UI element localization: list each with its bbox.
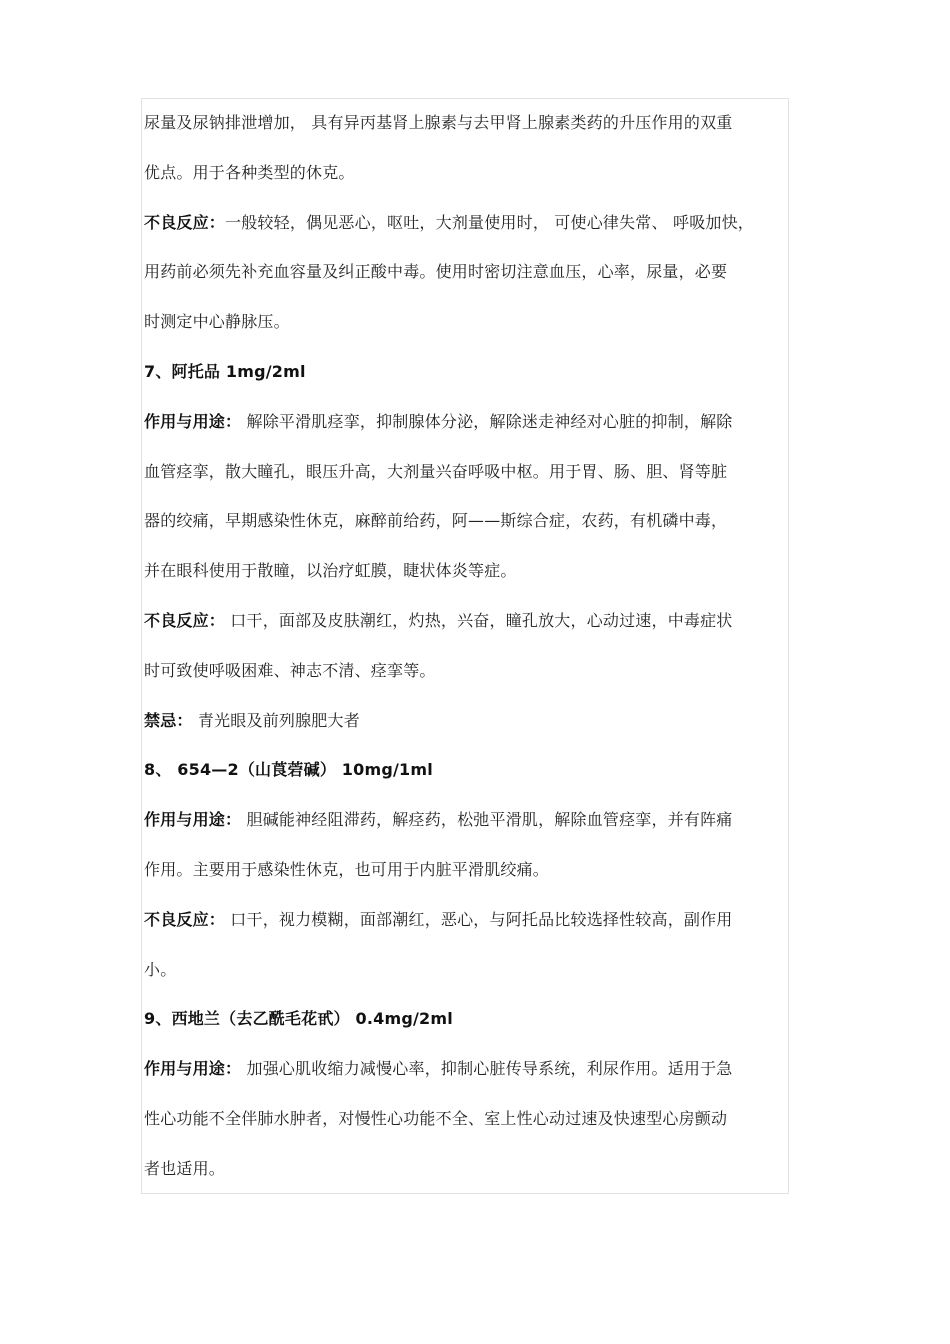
line-text: 血管痉挛，散大瞳孔，眼压升高，大剂量兴奋呼吸中枢。用于胃、肠、胆、肾等脏: [144, 461, 728, 481]
line-text: 性心功能不全伴肺水肿者，对慢性心功能不全、室上性心动过速及快速型心房颤动: [144, 1108, 728, 1128]
text-line: [144, 945, 784, 995]
line-text: 口干，视力模糊，面部潮红，恶心，与阿托品比较选择性较高，副作用: [225, 909, 733, 929]
document-body: [144, 98, 784, 1194]
text-line: [144, 646, 784, 696]
text-line: [144, 397, 784, 447]
text-line: [144, 795, 784, 845]
line-text: 器的绞痛，早期感染性休克，麻醉前给药，阿——斯综合症，农药，有机磷中毒，: [144, 511, 728, 531]
adverse-reaction-label: 不良反应：: [144, 610, 226, 630]
line-text: 小。: [144, 959, 177, 979]
line-text: 加强心肌收缩力减慢心率，抑制心脏传导系统，利尿作用。适用于急: [241, 1059, 733, 1079]
usage-label: 作用与用途：: [144, 810, 242, 830]
line-text: 解除平滑肌痉挛，抑制腺体分泌，解除迷走神经对心脏的抑制，解除: [241, 411, 733, 431]
text-line: [144, 845, 784, 895]
text-line: [144, 98, 784, 148]
text-line: [144, 1044, 784, 1094]
line-text: 时测定中心静脉压。: [144, 312, 290, 332]
text-line: [144, 596, 784, 646]
adverse-reaction-label: 不良反应：: [144, 909, 226, 929]
text-line: [144, 247, 784, 297]
text-line: [144, 1144, 784, 1194]
text-line: [144, 447, 784, 497]
drug-heading-cedilanid: 9、西地兰（去乙酰毛花甙） 0.4mg/2ml: [144, 1009, 453, 1029]
line-text: 青光眼及前列腺肥大者: [192, 710, 360, 730]
text-line: [144, 297, 784, 347]
contraindication-label: 禁忌：: [144, 710, 193, 730]
line-text: 胆碱能神经阻滞药，解痉药，松弛平滑肌，解除血管痉挛，并有阵痛: [241, 810, 733, 830]
adverse-reaction-label: 不良反应：: [144, 212, 226, 232]
line-text: 尿量及尿钠排泄增加， 具有异丙基肾上腺素与去甲肾上腺素类药的升压作用的双重: [144, 113, 733, 132]
usage-label: 作用与用途：: [144, 1059, 242, 1079]
line-text: 者也适用。: [144, 1158, 226, 1178]
text-line: [144, 1094, 784, 1144]
text-line: [144, 546, 784, 596]
line-text: 作用。主要用于感染性休克，也可用于内脏平滑肌绞痛。: [144, 859, 550, 879]
line-text: 口干，面部及皮肤潮红，灼热，兴奋，瞳孔放大，心动过速，中毒症状: [225, 610, 733, 630]
line-text: 一般较轻，偶见恶心，呕吐，大剂量使用时， 可使心律失常、 呼吸加快，: [225, 212, 754, 232]
usage-label: 作用与用途：: [144, 411, 242, 431]
text-line: [144, 895, 784, 945]
line-text: 用药前必须先补充血容量及纠正酸中毒。使用时密切注意血压，心率，尿量，必要: [144, 262, 728, 282]
text-line: [144, 696, 784, 746]
text-line: [144, 496, 784, 546]
text-line: [144, 148, 784, 198]
drug-heading-anisodamine: 8、 654—2（山莨菪碱） 10mg/1ml: [144, 760, 433, 780]
text-line: [144, 198, 784, 248]
line-text: 时可致使呼吸困难、神志不清、痉挛等。: [144, 660, 436, 680]
line-text: 并在眼科使用于散瞳，以治疗虹膜，睫状体炎等症。: [144, 561, 517, 581]
drug-heading-atropine: 7、阿托品 1mg/2ml: [144, 361, 306, 381]
line-text: 优点。用于各种类型的休克。: [144, 162, 355, 182]
